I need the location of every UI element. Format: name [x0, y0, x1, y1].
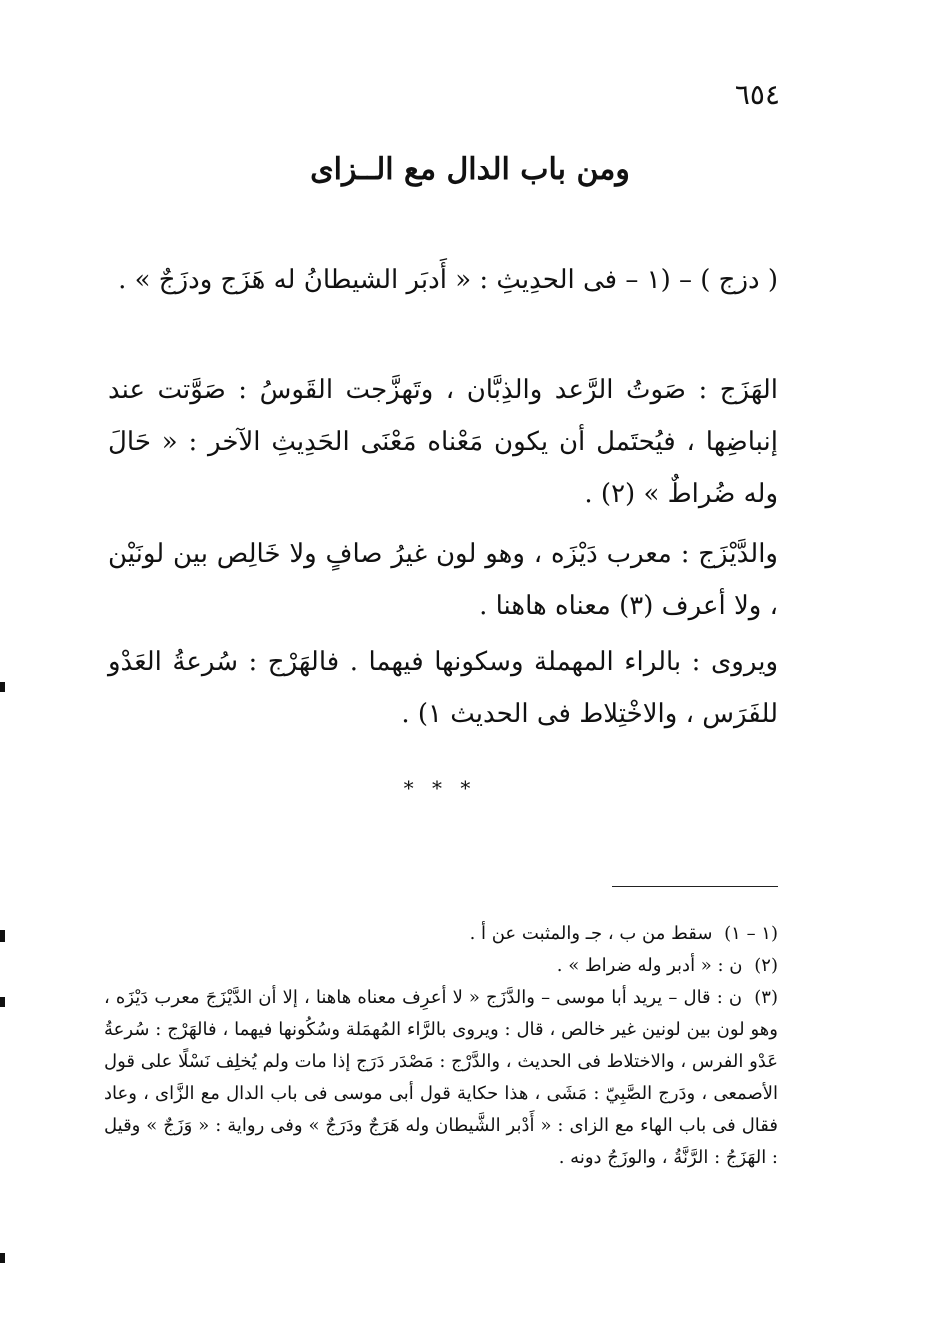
footnote-number: (٣) [754, 987, 778, 1008]
paragraph-hazaj: الهَزَج : صَوتُ الرَّعد والذِبَّان ، وتَهزَّجت القَوسُ : صَوَّتت عند إنباضِها ، فيُحتَمل أن يكون مَعْناه مَعْنَى الحَدِيثِ الآخر : « حَالَ وله ضُراطٌ » (٢) . [108, 375, 778, 509]
paragraph-entry-dzj: ( دزج ) – (١ – فى الحدِيثِ : « أَدبَر الشيطانُ له هَزَج ودزَجٌ » . [118, 265, 778, 295]
section-separator: * * * [403, 776, 477, 800]
scan-edge-mark [0, 997, 5, 1007]
footnote-number: (١ – ١) [724, 923, 778, 944]
section-heading: ومن باب الدال مع الــزاى [310, 152, 630, 187]
page-number: ٦٥٤ [734, 78, 780, 111]
scan-edge-mark [0, 1253, 5, 1263]
footnote-1 [104, 918, 778, 950]
footnote-2 [104, 950, 778, 982]
scan-edge-mark [0, 930, 5, 942]
paragraph-yurwa: ويروى : بالراء المهملة وسكونها فيهما . فالهَرْج : سُرعةُ العَدْو للفَرَس ، والاخْتِلاط فى الحديث ١) . [108, 647, 778, 729]
footnotes [104, 918, 778, 1174]
footnote-3 [104, 982, 778, 1174]
footnote-number: (٢) [754, 955, 778, 976]
paragraph-dayzaj: والدَّيْزَج : معرب دَيْزَه ، وهو لون غيرُ صافٍ ولا خَالِص بين لونَيْن ، ولا أعرف (٣) معناه هاهنا . [108, 539, 778, 621]
footnote-text: ن : « أدبر وله ضراط » . [556, 955, 743, 976]
footnote-text: سقط من ب ، جـ والمثبت عن أ . [469, 923, 713, 944]
scan-edge-mark [0, 682, 5, 692]
footnote-text: ن : قال – يريد أبا موسى – والدَّزَج « لا أعرِف معناه هاهنا ، إلا أن الدَّيْزَجَ معرب دَيْزَه ، وهو لون بين لونين غير خالص ، قال : ويروى بالرَّاء المُهمَلة وسُكُونها فيهما ، فالهَرْج : سُرعةُ عَدْو الفرس ، والاختلاط فى الحديث ، والدَّرْج : مَصْدَر دَرَج إذا مات ولم يُخلِف نَسْلًا على قول الأصمعى ، ودَرج الصَّبِيّ : مَشَى ، هذا حكاية قول أبى موسى فى باب الدال مع الزَّاى ، وعاد فقال فى باب الهاء مع الزاى : « أَدْبر الشَّيطان وله هَرَجٌ ودَرَجٌ » وفى رواية : « وَزَجٌ » وقيل : الهَزَجُ : الرَّنَّةُ ، والوزَجُ دونه . [104, 987, 778, 1168]
footnote-divider [612, 886, 778, 887]
